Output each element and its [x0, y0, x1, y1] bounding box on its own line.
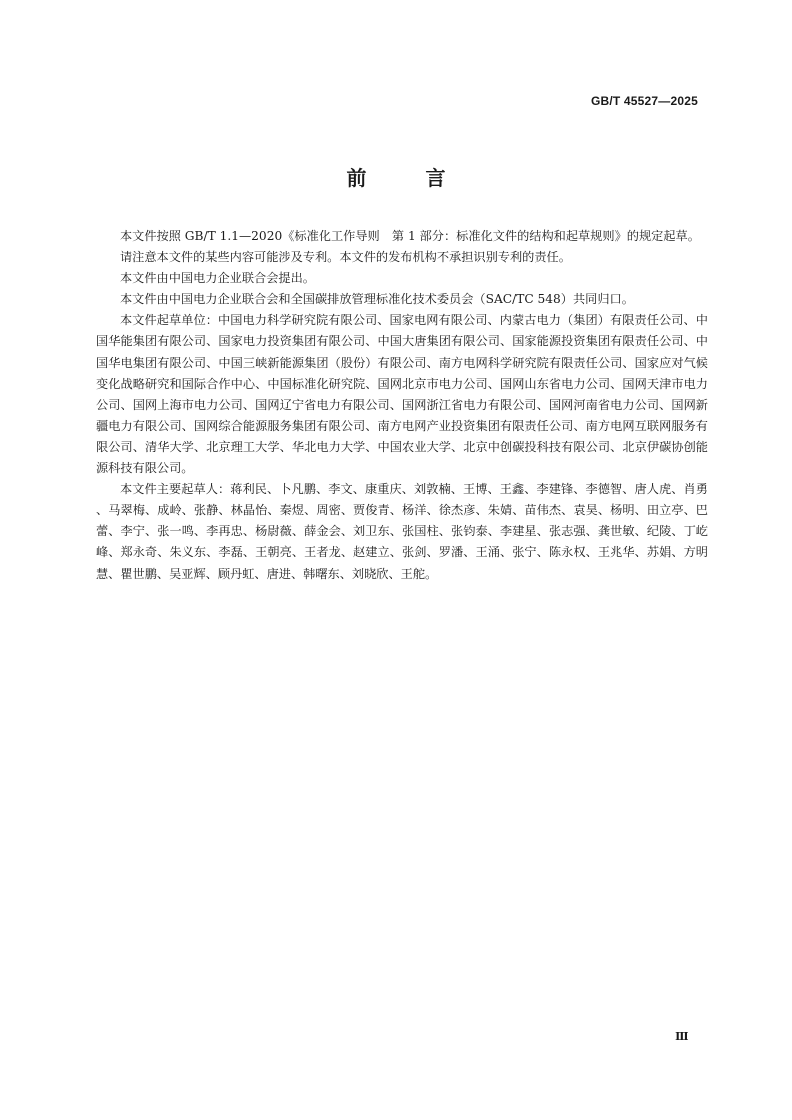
paragraph-drafting-units: 本文件起草单位：中国电力科学研究院有限公司、国家电网有限公司、内蒙古电力（集团）有限责任公司、中国华能集团有限公司、国家电力投资集团有限公司、中国大唐集团有限公司、国家能源投资集团有限责任公司、中国华电集团有限公司、中国三峡新能源集团（股份）有限公司、南方电网科学研究院有限责任公司、国家应对气候变化战略研究和国际合作中心、中国标准化研究院、国网北京市电力公司、国网山东省电力公司、国网天津市电力公司、国网上海市电力公司、国网辽宁省电力有限公司、国网浙江省电力有限公司、国网河南省电力公司、国网新疆电力有限公司、国网综合能源服务集团有限公司、南方电网产业投资集团有限责任公司、南方电网互联网服务有限公司、清华大学、北京理工大学、华北电力大学、中国农业大学、北京中创碳投科技有限公司、北京伊碳协创能源科技有限公司。	[96, 313, 708, 476]
paragraph-drafters: 本文件主要起草人：蒋利民、卜凡鹏、李文、康重庆、刘敦楠、王博、王鑫、李建锋、李德智、唐人虎、肖勇、马翠梅、成岭、张静、林晶怡、秦煜、周密、贾俊青、杨洋、徐杰彦、朱婧、苗伟杰、袁昊、杨明、田立亭、巴蕾、李宁、张一鸣、李再忠、杨尉薇、薛金会、刘卫东、张国柱、张钧泰、李建星、张志强、龚世敏、纪陵、丁屹峰、郑永奇、朱义东、李磊、王朝亮、王者龙、赵建立、张剑、罗潘、王涌、张宁、陈永权、王兆华、苏娟、方明慧、瞿世鹏、吴亚辉、顾丹虹、唐进、韩曙东、刘晓欣、王舵。	[96, 482, 708, 581]
foreword-body	[96, 226, 708, 585]
paragraph-drafting-rules: 本文件按照 GB/T 1.1—2020《标准化工作导则 第 1 部分：标准化文件的结构和起草规则》的规定起草。	[120, 229, 700, 243]
paragraph-administration: 本文件由中国电力企业联合会和全国碳排放管理标准化技术委员会（SAC/TC 548）共同归口。	[120, 292, 634, 307]
page-number: Ⅲ	[675, 1030, 688, 1043]
paragraph-patent-notice: 请注意本文件的某些内容可能涉及专利。本文件的发布机构不承担识别专利的责任。	[120, 250, 571, 265]
standard-code: GB/T 45527—2025	[590, 94, 698, 108]
page-title: 前 言	[346, 166, 472, 190]
paragraph-proposer: 本文件由中国电力企业联合会提出。	[120, 271, 315, 286]
